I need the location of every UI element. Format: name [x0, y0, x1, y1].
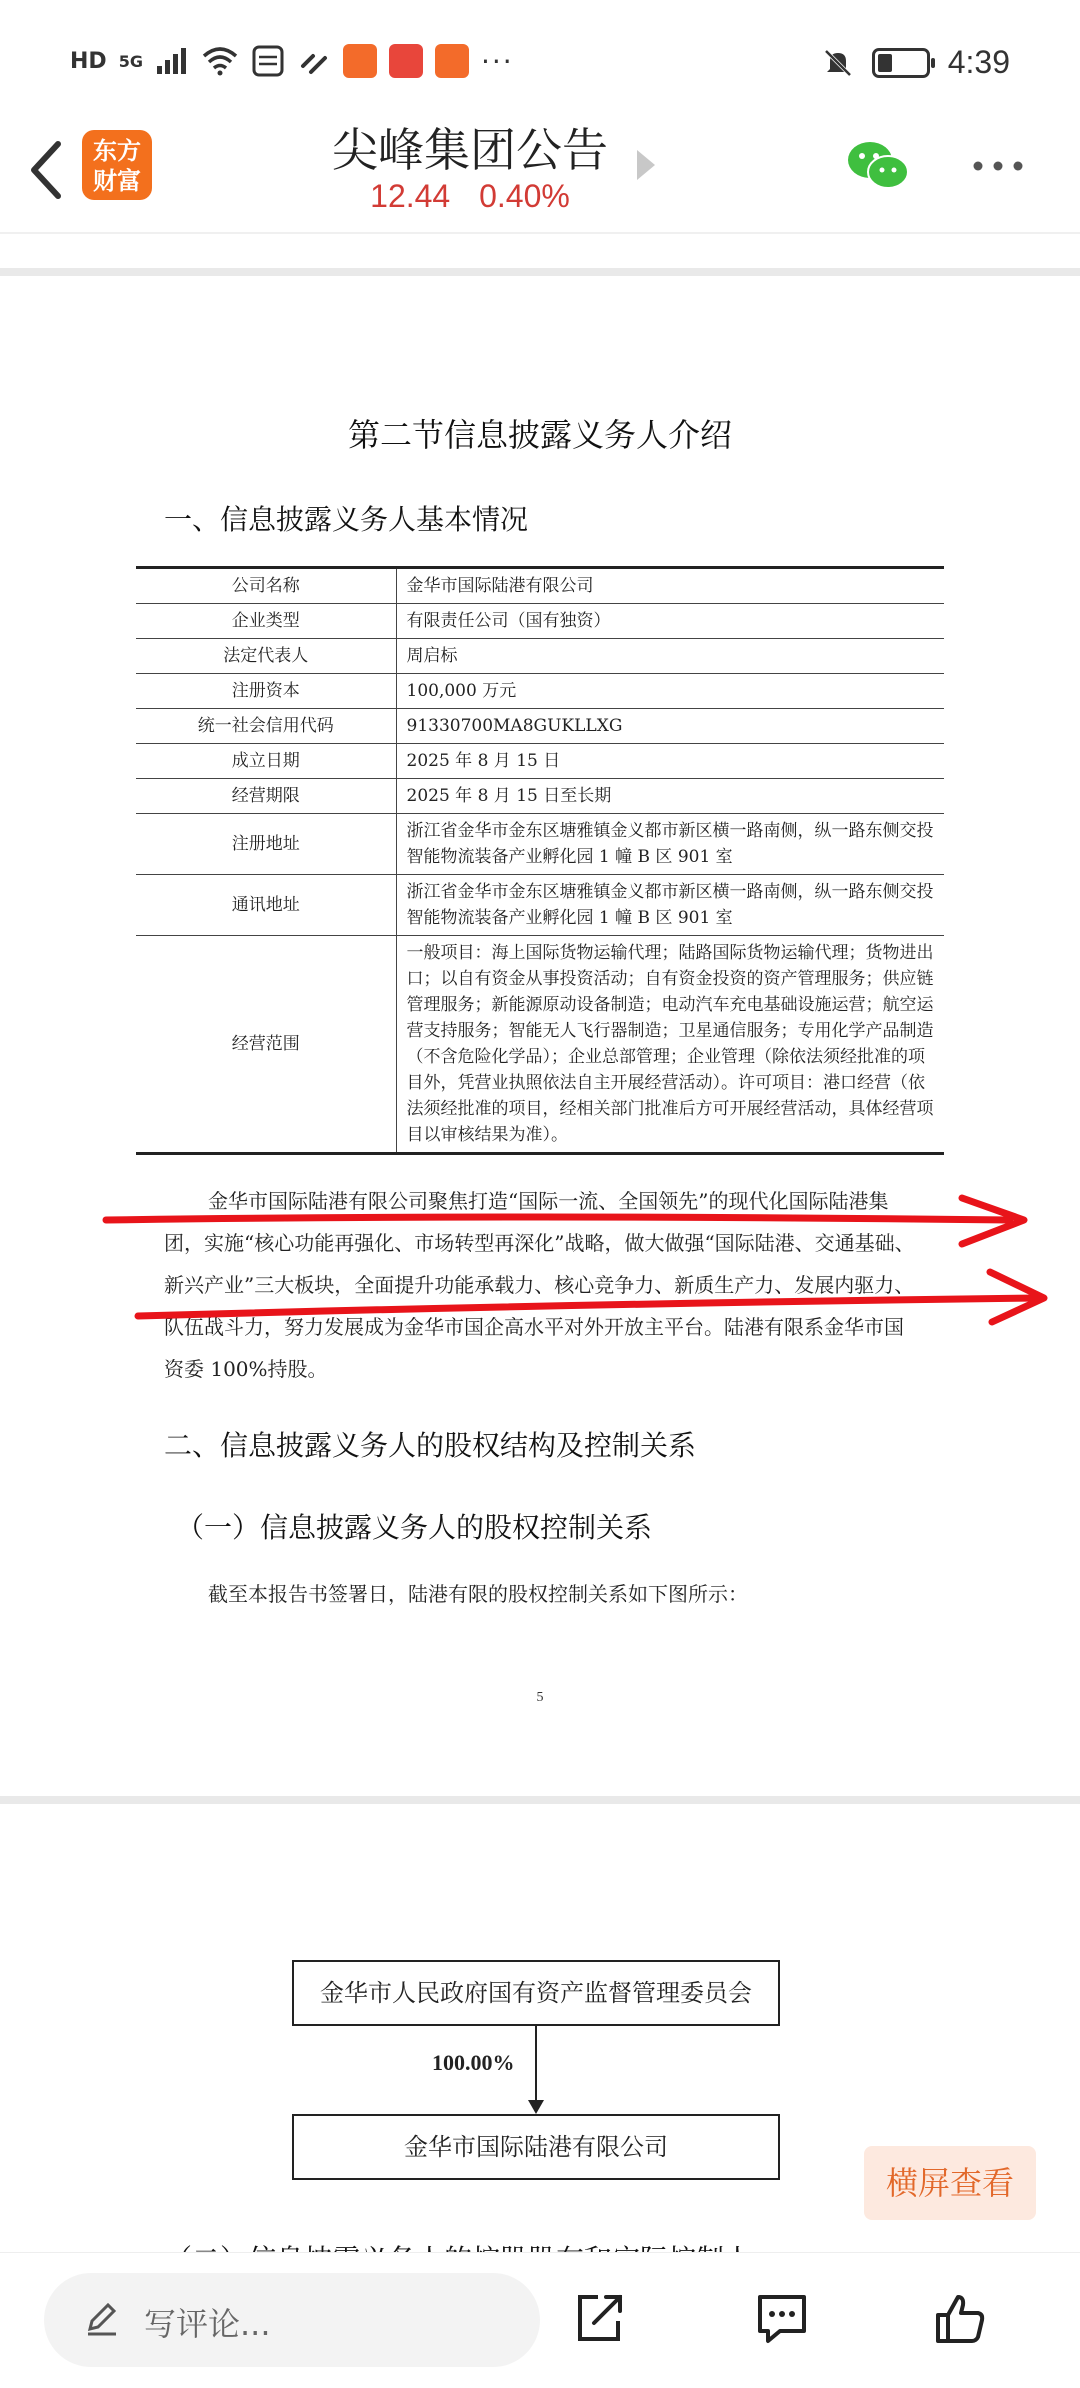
- table-value: 浙江省金华市金东区塘雅镇金义都市新区横一路南侧，纵一路东侧交投智能物流装备产业孵化园 1 幢 B 区 901 室: [396, 814, 944, 875]
- stock-change: 0.40%: [479, 178, 570, 214]
- table-key: 注册地址: [136, 814, 396, 875]
- company-description: 金华市国际陆港有限公司聚焦打造“国际一流、全国领先”的现代化国际陆港集团，实施“核心功能再强化、市场转型再深化”战略，做大做强“国际陆港、交通基础、新兴产业”三大板块，全面提升功能承载力、核心竞争力、新质生产力、发展内驱力、队伍战斗力，努力发展成为金华市国企高水平对外开放主平台。陆港有限系金华市国资委 100%持股。: [164, 1189, 915, 1381]
- app-notification-icon-2: [435, 44, 469, 78]
- status-right: [822, 44, 1010, 81]
- app-notification-icon: [343, 44, 377, 78]
- app-header: [0, 110, 1080, 230]
- table-row: [136, 709, 944, 744]
- header-divider: [0, 232, 1080, 234]
- table-value: 2025 年 8 月 15 日至长期: [396, 779, 944, 814]
- sim-card-icon: [251, 44, 285, 78]
- table-value: 浙江省金华市金东区塘雅镇金义都市新区横一路南侧，纵一路东侧交投智能物流装备产业孵化园 1 幢 B 区 901 室: [396, 875, 944, 936]
- comment-placeholder: 写评论...: [144, 2305, 271, 2343]
- diagram-arrowhead: [528, 2100, 544, 2114]
- equity-description: 截至本报告书签署日，陆港有限的股权控制关系如下图所示：: [208, 1582, 748, 1606]
- table-value: 金华市国际陆港有限公司: [396, 568, 944, 604]
- table-value: 有限责任公司（国有独资）: [396, 604, 944, 639]
- comment-icon[interactable]: [752, 2289, 812, 2349]
- table-key: 经营期限: [136, 779, 396, 814]
- share-icon[interactable]: [570, 2289, 630, 2349]
- page-title: 尖峰集团公告: [332, 123, 608, 177]
- thumbs-up-icon[interactable]: [930, 2289, 990, 2349]
- heading-basic-info: 一、信息披露义务人基本情况: [164, 503, 529, 536]
- page-separator-2: [0, 1796, 1080, 1804]
- diagram-edge: [535, 2026, 537, 2106]
- table-row: [136, 604, 944, 639]
- table-value: 2025 年 8 月 15 日: [396, 744, 944, 779]
- link-icon: [297, 44, 331, 78]
- table-key: 经营范围: [136, 936, 396, 1154]
- table-row: [136, 779, 944, 814]
- stock-quote[interactable]: [0, 178, 940, 215]
- logo-line1: 东方: [93, 137, 141, 165]
- stock-price: 12.44: [370, 178, 451, 214]
- signal-icon: [155, 46, 189, 76]
- table-value: 一般项目：海上国际货物运输代理；陆路国际货物运输代理；货物进出口；以自有资金从事投资活动；自有资金投资的资产管理服务；供应链管理服务；新能源原动设备制造；电动汽车充电基础设施运营；航空运营支持服务；智能无人飞行器制造；卫星通信服务；专用化学产品制造（不含危险化学品）；企业总部管理；企业管理（除依法须经批准的项目外，凭营业执照依法自主开展经营活动）。许可项目：港口经营（依法须经批准的项目，经相关部门批准后方可开展经营活动，具体经营项目以审核结果为准）。: [396, 936, 944, 1154]
- heading-equity-control: （一）信息披露义务人的股权控制关系: [176, 1511, 653, 1544]
- wifi-icon: [201, 46, 239, 76]
- mute-bell-icon: [822, 47, 854, 79]
- bottom-action-bar: [0, 2252, 1080, 2388]
- network-5g-indicator: 5G: [118, 51, 143, 71]
- table-value: 周启标: [396, 639, 944, 674]
- comment-input[interactable]: [44, 2273, 540, 2367]
- diagram-node-sasac: 金华市人民政府国有资产监督管理委员会: [292, 1960, 780, 2026]
- page-number: 5: [536, 1690, 544, 1705]
- battery-icon: [872, 48, 930, 78]
- table-row: [136, 639, 944, 674]
- table-row: [136, 936, 944, 1154]
- wechat-icon[interactable]: [846, 138, 910, 194]
- landscape-view-button[interactable]: 横屏查看: [864, 2146, 1036, 2220]
- table-row: [136, 568, 944, 604]
- heading-equity-structure: 二、信息披露义务人的股权结构及控制关系: [164, 1429, 697, 1462]
- table-key: 注册资本: [136, 674, 396, 709]
- status-bar: [0, 0, 1080, 120]
- page-separator: [0, 268, 1080, 276]
- info-table: [136, 566, 944, 1155]
- pencil-icon: [82, 2299, 122, 2339]
- table-value: 100,000 万元: [396, 674, 944, 709]
- table-key: 成立日期: [136, 744, 396, 779]
- table-value: 91330700MA8GUKLLXG: [396, 709, 944, 744]
- table-row: [136, 674, 944, 709]
- table-key: 通讯地址: [136, 875, 396, 936]
- more-notifications-icon: ···: [480, 44, 514, 78]
- table-row: [136, 814, 944, 875]
- section-title: 第二节信息披露义务人介绍: [347, 416, 732, 454]
- table-row: [136, 744, 944, 779]
- status-left: [70, 44, 514, 78]
- more-options-button[interactable]: [970, 140, 1026, 186]
- more-horizontal-icon: [970, 156, 1026, 176]
- play-triangle-icon[interactable]: [637, 150, 655, 180]
- hd-indicator: HD: [70, 48, 107, 74]
- table-row: [136, 875, 944, 936]
- table-key: 企业类型: [136, 604, 396, 639]
- diagram-edge-label: 100.00%: [432, 2050, 515, 2075]
- table-key: 法定代表人: [136, 639, 396, 674]
- diagram-node-company: 金华市国际陆港有限公司: [292, 2114, 780, 2180]
- table-key: 公司名称: [136, 568, 396, 604]
- weibo-icon: [389, 44, 423, 78]
- table-key: 统一社会信用代码: [136, 709, 396, 744]
- clock: 4:39: [947, 44, 1010, 80]
- logo-line2: 财富: [93, 167, 141, 195]
